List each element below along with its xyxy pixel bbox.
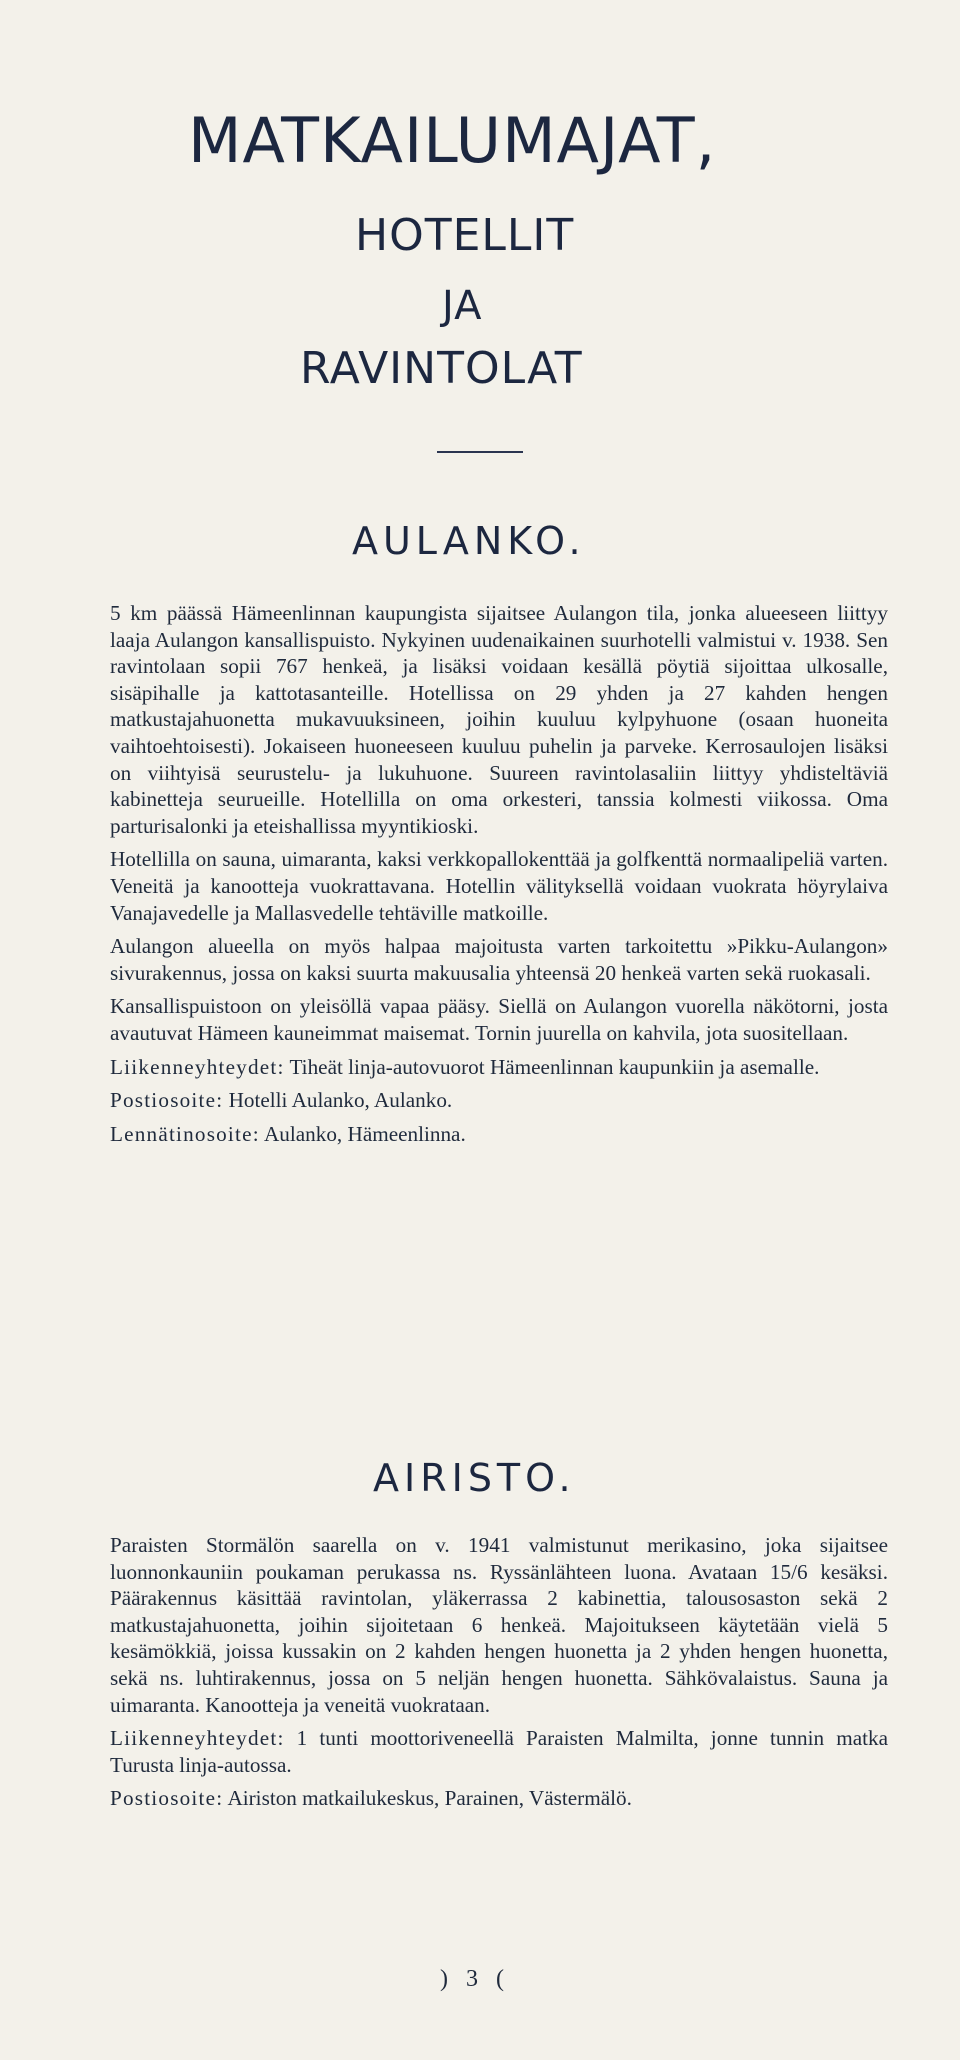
- page-title: MATKAILUMAJAT,: [188, 104, 717, 177]
- aulanko-traffic: [110, 1054, 888, 1081]
- airisto-paragraph-1: Paraisten Stormälön saarella on v. 1941 valmistunut merikasino, joka sijaitsee luonnonkauniin poukaman perukassa ns. Ryssänlähteen luona. Avataan 15/6 kesäksi. Päärakennus käsittää ravintolan, yläkerrassa 2 kabinettia, talousosaston sekä 2 matkustajahuonetta, joihin sijoitetaan 6 henkeä. Majoitukseen käytetään vielä 5 kesämökkiä, joissa kussakin on 2 kahden hengen huonetta ja 2 yhden hengen huonetta, sekä ns. luhtirakennus, jossa on 5 neljän hengen huonetta. Sähkövalaistus. Sauna ja uimaranta. Kanootteja ja veneitä vuokrataan.: [110, 1533, 888, 1717]
- postal-text: Airiston matkailukeskus, Parainen, Västermälö.: [227, 1786, 632, 1811]
- traffic-text: 1 tunti moottoriveneellä Paraisten Malmilta, jonne tunnin matka Turusta linja-autossa.: [110, 1726, 888, 1777]
- airisto-postal-address: [110, 1785, 888, 1812]
- aulanko-postal-address: [110, 1087, 888, 1114]
- aulanko-paragraph-3: Aulangon alueella on myös halpaa majoitusta varten tarkoitettu »Pikku-Aulangon» sivurakennus, jossa on kaksi suurta makuusalia yhteensä 20 henkeä varten sekä ruokasali.: [110, 934, 888, 985]
- section-body-aulanko: [110, 600, 888, 1154]
- subtitle-ravintolat: RAVINTOLAT: [300, 343, 583, 394]
- page-number: ) 3 (: [440, 1966, 510, 1992]
- aulanko-telegraph-address: [110, 1121, 888, 1148]
- subtitle-ja: JA: [442, 283, 483, 329]
- traffic-label: Liikenneyhteydet:: [110, 1726, 285, 1751]
- postal-label: Postiosoite:: [110, 1786, 224, 1811]
- traffic-text: Tiheät linja-autovuorot Hämeenlinnan kaupunkiin ja asemalle.: [289, 1054, 820, 1079]
- aulanko-paragraph-2: Hotellilla on sauna, uimaranta, kaksi verkkopallokenttää ja golfkenttä normaalipeliä varten. Veneitä ja kanootteja vuokrattavana. Hotellin välityksellä voidaan vuokrata höyrylaiva Vanajavedelle ja Mallasvedelle tehtäville matkoille.: [110, 847, 888, 925]
- airisto-traffic: [110, 1725, 888, 1778]
- aulanko-paragraph-1: 5 km päässä Hämeenlinnan kaupungista sijaitsee Aulangon tila, jonka alueeseen liittyy laaja Aulangon kansallispuisto. Nykyinen uudenaikainen suurhotelli valmistui v. 1938. Sen ravintolaan sopii 767 henkeä, ja lisäksi voidaan kesällä pöytiä sijoittaa ulkosalle, sisäpihalle ja kattotasanteille. Hotellissa on 29 yhden ja 27 kahden hengen matkustajahuonetta mukavuuksineen, joihin kuuluu kylpyhuone (osaan huoneita vaihtoehtoisesti). Jokaiseen huoneeseen kuuluu puhelin ja parveke. Kerrosaulojen lisäksi on viihtyisä seurustelu- ja lukuhuone. Suureen ravintolasaliin liittyy yhdisteltäviä kabinetteja seurueille. Hotellilla on oma orkesteri, tanssia kolmesti viikossa. Oma parturisalonki ja eteishallissa myyntikioski.: [110, 601, 888, 838]
- postal-label: Postiosoite:: [110, 1088, 224, 1113]
- telegraph-label: Lennätinosoite:: [110, 1121, 260, 1146]
- section-body-airisto: [110, 1532, 888, 1819]
- section-heading-airisto: AIRISTO.: [373, 1456, 576, 1500]
- section-heading-aulanko: AULANKO.: [352, 519, 586, 563]
- subtitle-hotellit: HOTELLIT: [355, 210, 575, 261]
- title-divider: [437, 451, 523, 453]
- telegraph-text: Aulanko, Hämeenlinna.: [263, 1121, 466, 1146]
- traffic-label: Liikenneyhteydet:: [110, 1054, 285, 1079]
- aulanko-paragraph-4: Kansallispuistoon on yleisöllä vapaa pääsy. Siellä on Aulangon vuorella näkötorni, josta avautuvat Hämeen kauneimmat maisemat. Tornin juurella on kahvila, jota suositellaan.: [110, 994, 888, 1045]
- postal-text: Hotelli Aulanko, Aulanko.: [228, 1088, 453, 1113]
